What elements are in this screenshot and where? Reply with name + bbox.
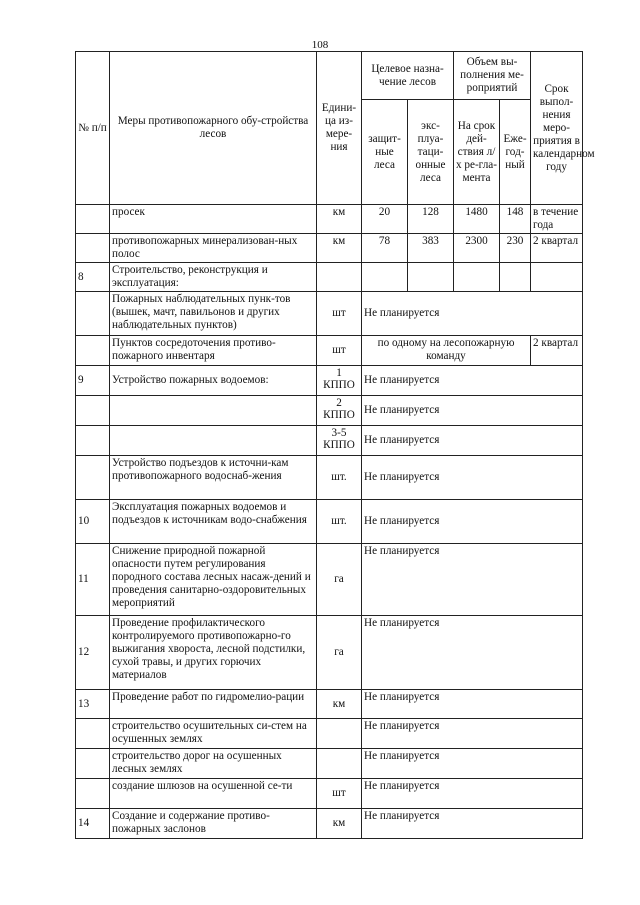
row-reg-period: 1480 bbox=[454, 205, 500, 234]
row-num bbox=[76, 749, 110, 779]
row-protective: 20 bbox=[362, 205, 408, 234]
table-row bbox=[76, 336, 583, 366]
table-row bbox=[76, 749, 583, 779]
row-num bbox=[76, 426, 110, 456]
row-num bbox=[76, 234, 110, 263]
table-row bbox=[76, 426, 583, 456]
row-note: по одному на лесопожарную команду bbox=[362, 336, 531, 366]
fire-measures-table bbox=[75, 51, 595, 839]
row-note: Не планируется bbox=[362, 544, 583, 616]
table-row bbox=[76, 616, 583, 690]
row-num bbox=[76, 719, 110, 749]
row-term: в течение года bbox=[531, 205, 583, 234]
header-volume: Объем вы-полнения ме-роприятий bbox=[454, 52, 531, 100]
row-unit: 3-5 КППО bbox=[317, 426, 362, 456]
row-measure bbox=[110, 426, 317, 456]
row-measure: Устройство пожарных водоемов: bbox=[110, 366, 317, 396]
row-measure: противопожарных минерализован-ных полос bbox=[110, 234, 317, 263]
header-annual: Еже-год-ный bbox=[500, 100, 531, 205]
row-unit: шт. bbox=[317, 456, 362, 500]
row-unit: км bbox=[317, 809, 362, 839]
row-note: Не планируется bbox=[362, 292, 583, 336]
row-measure: Эксплуатация пожарных водоемов и подъездов к источникам водо-снабжения bbox=[110, 500, 317, 544]
table-row bbox=[76, 500, 583, 544]
row-measure: строительство дорог на осушенных лесных землях bbox=[110, 749, 317, 779]
row-note: Не планируется bbox=[362, 366, 583, 396]
table-row bbox=[76, 779, 583, 809]
row-measure: просек bbox=[110, 205, 317, 234]
table-row bbox=[76, 719, 583, 749]
row-note: Не планируется bbox=[362, 616, 583, 690]
table-row bbox=[76, 366, 583, 396]
table-row bbox=[76, 544, 583, 616]
row-note: Не планируется bbox=[362, 456, 583, 500]
row-measure: Создание и содержание противо-пожарных заслонов bbox=[110, 809, 317, 839]
header-protective: защит-ные леса bbox=[362, 100, 408, 205]
row-unit: шт. bbox=[317, 500, 362, 544]
row-unit: шт bbox=[317, 779, 362, 809]
row-term: 2 квартал bbox=[531, 336, 583, 366]
row-unit bbox=[317, 749, 362, 779]
row-num bbox=[76, 456, 110, 500]
row-term: 2 квартал bbox=[531, 234, 583, 263]
row-num bbox=[76, 396, 110, 426]
row-unit: га bbox=[317, 544, 362, 616]
row-note: Не планируется bbox=[362, 500, 583, 544]
header-reg-period: На срок дей-ствия л/х ре-гла-мента bbox=[454, 100, 500, 205]
row-num bbox=[76, 292, 110, 336]
page-number: 108 bbox=[311, 39, 329, 51]
row-measure: создание шлюзов на осушенной се-ти bbox=[110, 779, 317, 809]
row-measure: Строительство, реконструкция и эксплуатация: bbox=[110, 263, 317, 292]
table-row bbox=[76, 396, 583, 426]
header-exploitable: экс-плуа-таци-онные леса bbox=[408, 100, 454, 205]
row-measure: Проведение работ по гидромелио-рации bbox=[110, 690, 317, 719]
row-exploitable: 128 bbox=[408, 205, 454, 234]
row-unit: шт bbox=[317, 336, 362, 366]
table-row bbox=[76, 205, 583, 234]
row-note: Не планируется bbox=[362, 809, 583, 839]
row-unit: км bbox=[317, 205, 362, 234]
row-note: Не планируется bbox=[362, 749, 583, 779]
header-term: Срок выпол-нения меро-приятия в календарном году bbox=[531, 52, 583, 205]
row-unit: га bbox=[317, 616, 362, 690]
row-num: 13 bbox=[76, 690, 110, 719]
table-row bbox=[76, 263, 583, 292]
row-measure: Устройство подъездов к источни-кам противопожарного водоснаб-жения bbox=[110, 456, 317, 500]
row-num bbox=[76, 336, 110, 366]
row-unit: шт bbox=[317, 292, 362, 336]
header-num: № п/п bbox=[76, 52, 110, 205]
row-num bbox=[76, 205, 110, 234]
row-unit: км bbox=[317, 234, 362, 263]
table-row bbox=[76, 234, 583, 263]
row-note: Не планируется bbox=[362, 426, 583, 456]
row-measure: строительство осушительных си-стем на осушенных землях bbox=[110, 719, 317, 749]
row-measure bbox=[110, 396, 317, 426]
header-target: Целевое назна-чение лесов bbox=[362, 52, 454, 100]
row-unit: 1 КППО bbox=[317, 366, 362, 396]
row-exploitable: 383 bbox=[408, 234, 454, 263]
row-num bbox=[76, 779, 110, 809]
row-unit: км bbox=[317, 690, 362, 719]
row-unit: 2 КППО bbox=[317, 396, 362, 426]
row-note: Не планируется bbox=[362, 779, 583, 809]
row-note: Не планируется bbox=[362, 690, 583, 719]
row-annual: 230 bbox=[500, 234, 531, 263]
header-unit: Едини-ца из-мере-ния bbox=[317, 52, 362, 205]
row-note: Не планируется bbox=[362, 396, 583, 426]
table-row bbox=[76, 292, 583, 336]
row-num: 11 bbox=[76, 544, 110, 616]
table-row bbox=[76, 690, 583, 719]
row-annual: 148 bbox=[500, 205, 531, 234]
row-num: 14 bbox=[76, 809, 110, 839]
row-num: 10 bbox=[76, 500, 110, 544]
row-unit bbox=[317, 719, 362, 749]
row-reg-period: 2300 bbox=[454, 234, 500, 263]
row-num: 12 bbox=[76, 616, 110, 690]
row-protective: 78 bbox=[362, 234, 408, 263]
row-measure: Проведение профилактического контролируемого противопожарно-го выжигания хвороста, лесной подстилки, сухой травы, и других горючих материалов bbox=[110, 616, 317, 690]
table-row bbox=[76, 456, 583, 500]
row-unit bbox=[317, 263, 362, 292]
row-measure: Пунктов сосредоточения противо-пожарного инвентаря bbox=[110, 336, 317, 366]
row-measure: Снижение природной пожарной опасности путем регулирования породного состава лесных насаж-дений и проведения санитарно-оздоровительных мероприятий bbox=[110, 544, 317, 616]
row-num: 9 bbox=[76, 366, 110, 396]
header-measures: Меры противопожарного обу-стройства лесов bbox=[110, 52, 317, 205]
row-measure: Пожарных наблюдательных пунк-тов (вышек, мачт, павильонов и других наблюдательных пунктов) bbox=[110, 292, 317, 336]
table-row bbox=[76, 809, 583, 839]
row-note: Не планируется bbox=[362, 719, 583, 749]
row-num: 8 bbox=[76, 263, 110, 292]
